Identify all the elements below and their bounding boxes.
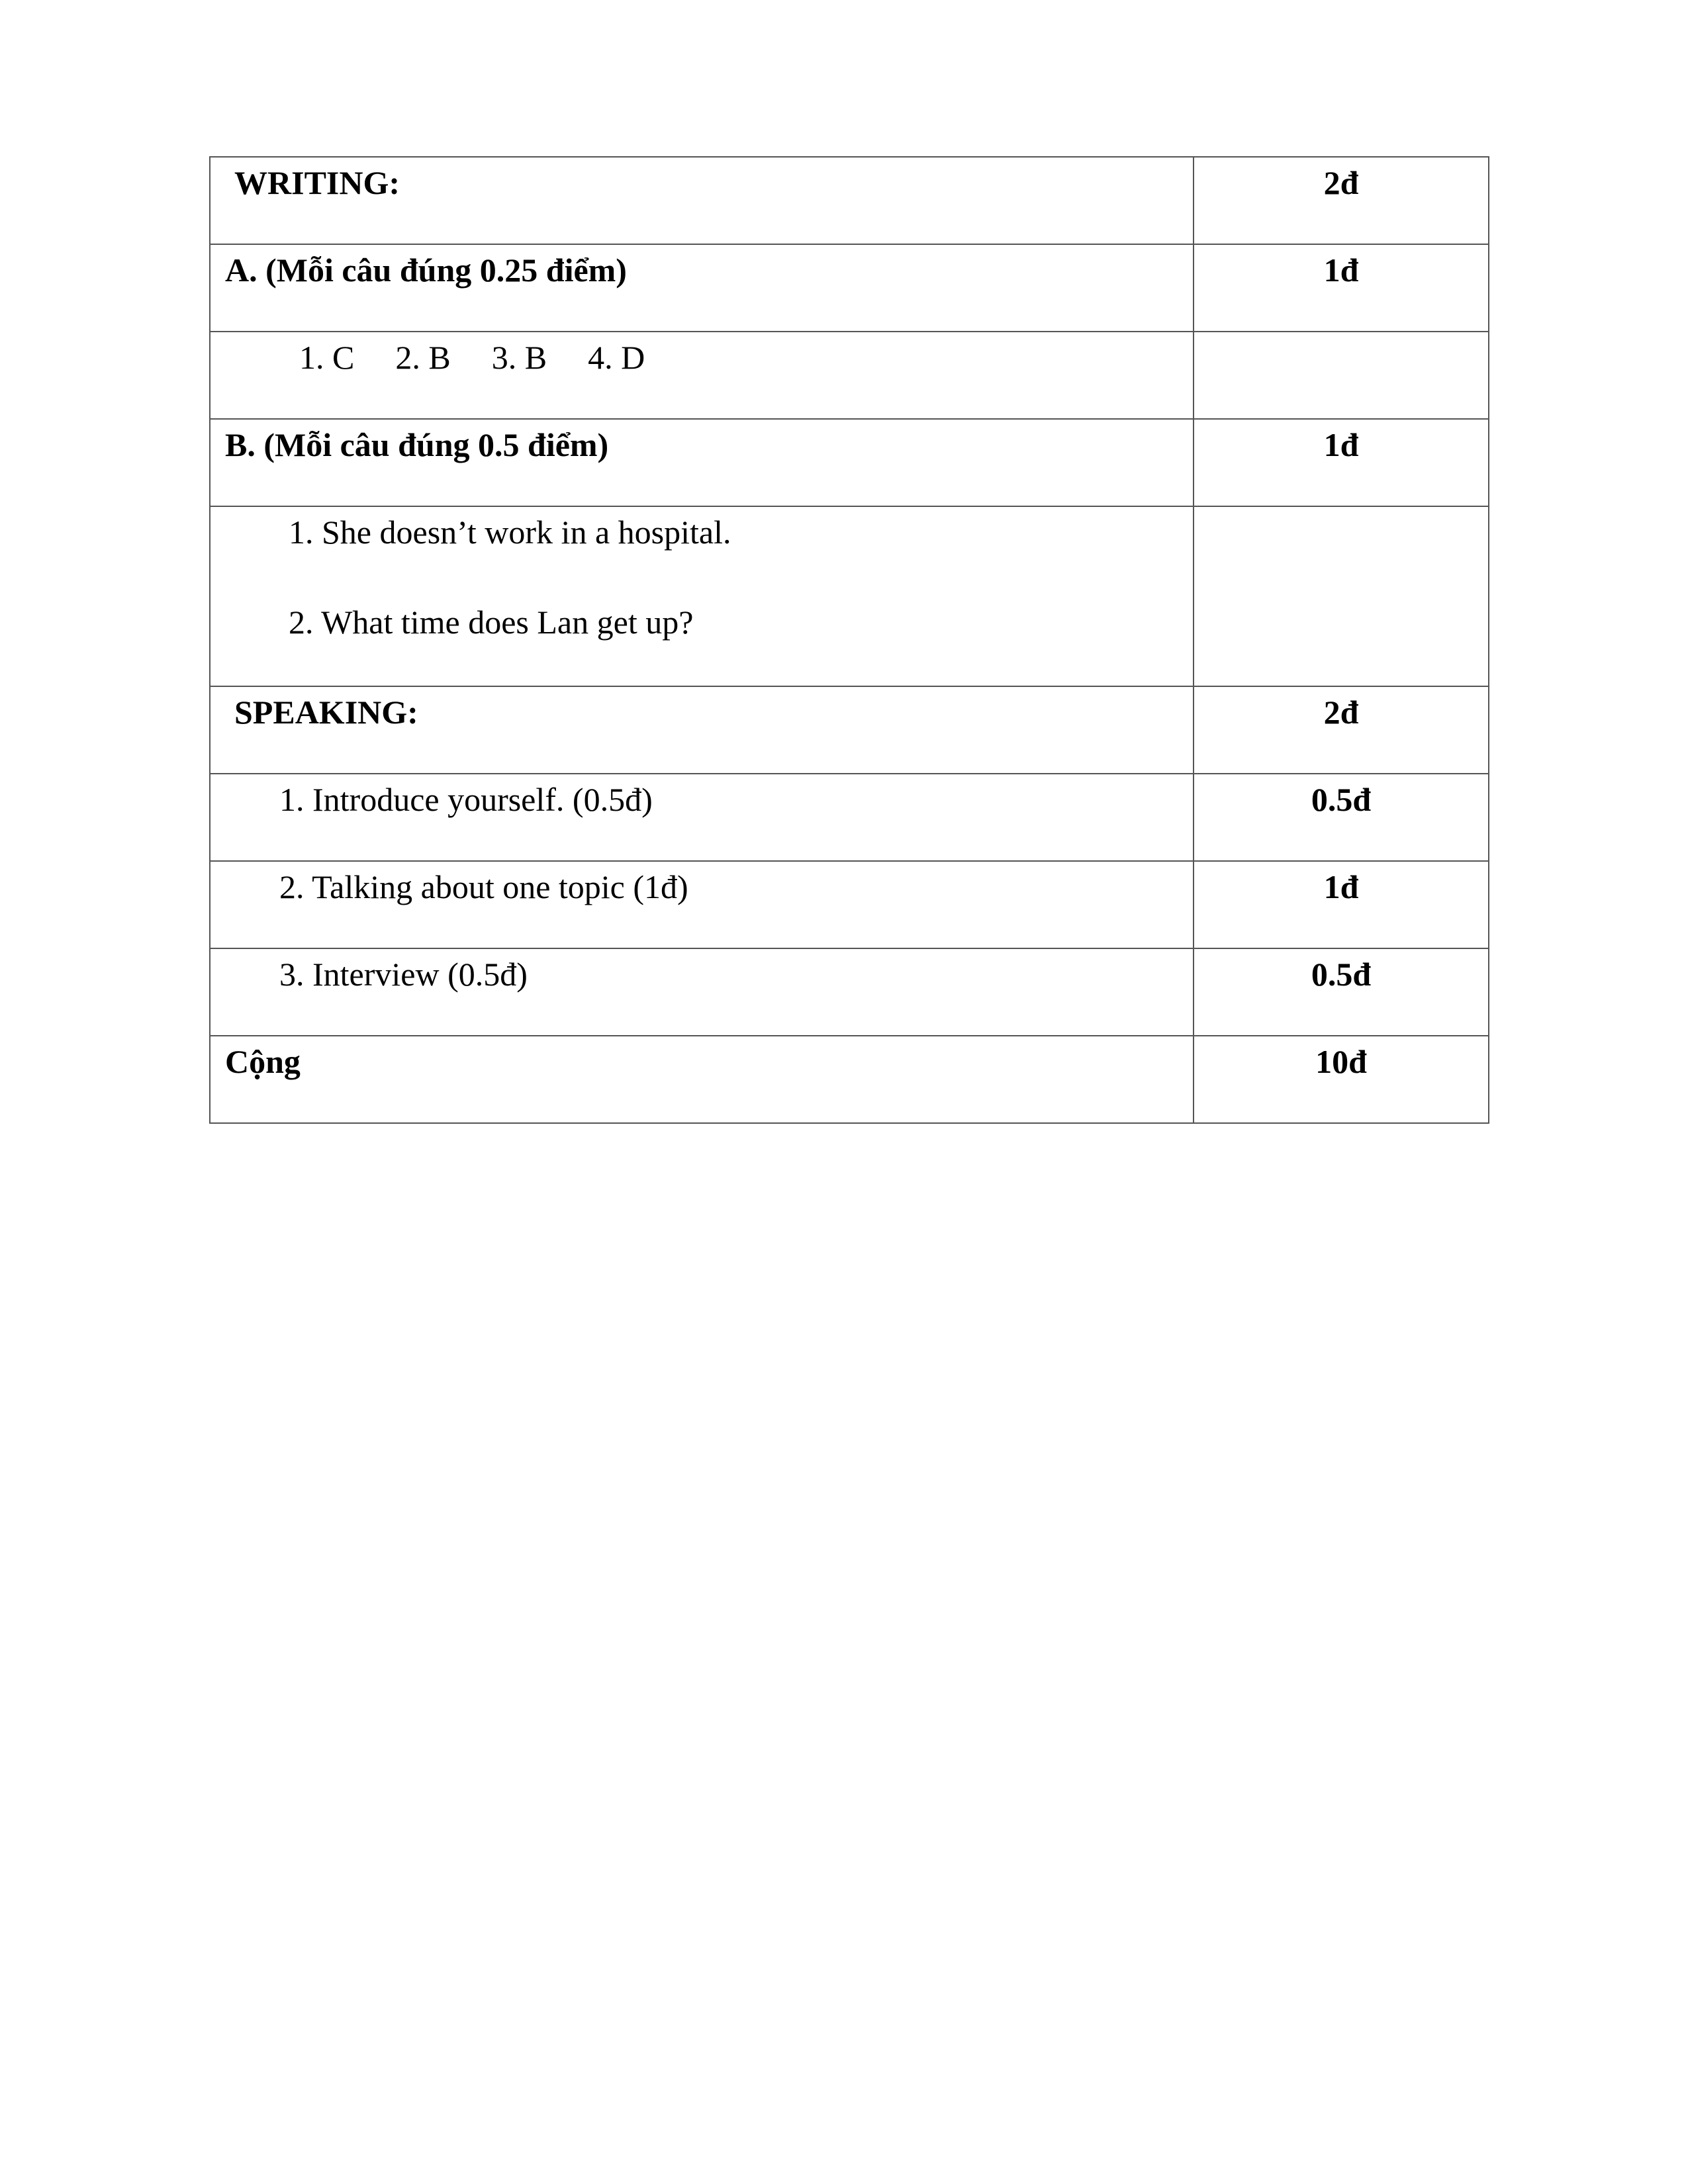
answer-item: 4. D [588,339,645,376]
answers-cell [210,332,1194,419]
table-row-speaking [210,686,1489,774]
answer-item: 1. C [299,339,355,376]
section-heading-speaking: SPEAKING: [234,694,418,731]
section-cell [210,419,1194,506]
table-row-part-b [210,419,1489,506]
speaking-item: 2. Talking about one topic (1đ) [279,868,688,905]
table-row-part-b-answers [210,506,1489,686]
section-cell [210,686,1194,774]
section-cell [210,244,1194,332]
table-row-part-a [210,244,1489,332]
empty-score-cell [1194,506,1489,686]
answer-item: 2. B [395,339,451,376]
table-row-writing [210,157,1489,244]
total-label: Cộng [225,1043,301,1080]
speaking-item: 3. Interview (0.5đ) [279,956,528,993]
part-b-answer: 1. She doesn’t work in a hospital. [289,514,731,551]
table-row-speaking-2 [210,861,1489,948]
answer-key-table [209,156,1489,1124]
item-cell [210,948,1194,1036]
speaking-item: 1. Introduce yourself. (0.5đ) [279,781,653,818]
score-cell: 2đ [1194,157,1489,244]
table-row-speaking-1 [210,774,1489,861]
table-row-total [210,1036,1489,1123]
section-heading-writing: WRITING: [234,164,400,201]
part-a-heading: A. (Mỗi câu đúng 0.25 điểm) [225,251,627,289]
table-row-part-a-answers [210,332,1489,419]
score-cell: 0.5đ [1194,774,1489,861]
item-cell [210,861,1194,948]
score-cell: 1đ [1194,244,1489,332]
score-cell: 1đ [1194,861,1489,948]
answer-item: 3. B [491,339,547,376]
answers-cell [210,506,1194,686]
empty-score-cell [1194,332,1489,419]
section-cell [210,157,1194,244]
part-a-answer-list [211,332,1193,377]
section-cell [210,1036,1194,1123]
total-score-cell: 10đ [1194,1036,1489,1123]
score-cell: 2đ [1194,686,1489,774]
part-b-answer: 2. What time does Lan get up? [289,604,694,641]
part-b-heading: B. (Mỗi câu đúng 0.5 điểm) [225,426,609,463]
item-cell [210,774,1194,861]
score-cell: 0.5đ [1194,948,1489,1036]
score-cell: 1đ [1194,419,1489,506]
table-row-speaking-3 [210,948,1489,1036]
